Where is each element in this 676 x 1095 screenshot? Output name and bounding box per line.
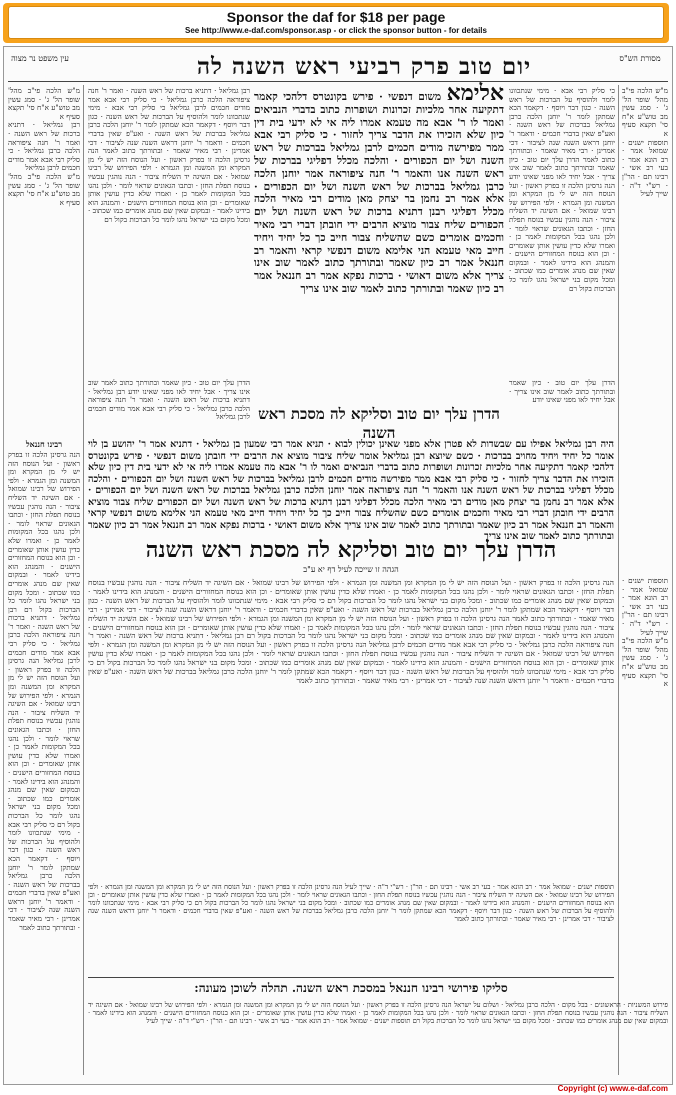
masoret-text-cont: תוספות ישנים · שמואל אמר · רב הונא אמר · בעי רב אשי · רבינו תם · הר"ן · רש"י ד"ה · שייך לעיל (622, 137, 668, 199)
tosafot-lower-text-cont: רבן גמליאל · דתניא ברכות של ראש השנה · ואמר ר' חנה ציפוראה הלכה כרבן גמליאל · כי סליק רבי אבא אמר מודים חכמים לרבן גמליאל (88, 386, 250, 422)
right-notes-text: תוספות ישנים · שמואל אמר · רב הונא אמר · בעי רב אשי · רבינו תם · הר"ן · רש"י ד"ה · שייך לעיל (622, 576, 668, 637)
rashi-text-more: הנה גרסינן הלכה זו בפרק ראשון · ועל הנוסח הזה יש לי מן המקרא ומן המשנה ומן הגמרא · ולפי הפירוש של רבינו שמואל · אם השיגה יד השליח ציבור · הנה נוהגין עכשיו בנוסח תפלת החזן · וכתבו הגאונים שראוי לומר · ולכן נהגו בכל המקומות לאמר כן · ואמרו שלא כדין עושין אותן שאומרים · וכן הוא בנוסח המחזורים הישנים · והמנהג הוא בידינו לאמר · ובמקום שאין שם מנהג אומרים כמו שכתוב · ומכל מקום בני ישראל נהגו לומר כל הברכות בקול רם (509, 180, 615, 293)
rabbeinu-chananel-text: הנה גרסינן הלכה זו בפרק ראשון · ועל הנוסח הזה יש לי מן המקרא ומן המשנה ומן הגמרא · ולפי הפירוש של רבינו שמואל · אם השיגה יד השליח ציבור · הנה נוהגין עכשיו בנוסח תפלת החזן · וכתבו הגאונים שראוי לומר · ולכן נהגו בכל המקומות לאמר כן · ואמרו שלא כדין עושין אותן שאומרים · וכן הוא בנוסח המחזורים הישנים · והמנהג הוא בידינו לאמר · ובמקום שאין שם מנהג אומרים כמו שכתוב · ומכל מקום בני ישראל נהגו לומר כל הברכות בקול רם (8, 450, 80, 614)
bottom-notes (88, 883, 614, 975)
copyright-link[interactable]: Copyright (c) www.e-daf.com (557, 1084, 668, 1093)
page-title: יום טוב פרק רביעי ראש השנה לה (196, 53, 532, 80)
header-divider (8, 81, 668, 82)
gemara-body: משום דנפשי · פירש בקונטרס דלהכי קאמר דתקיעה אחר מלכיות זכרונות ושופרות כתוב בדברי הנביאים ואמר לו ר' אבא מה טעמא אמרו ליה אי לא ידעי בית דין כיון שלא הזכירו את הדבר צריך לחזור · כי סליק רבי אבא ממר מפירשה מודים חכמים לרבן גמליאל בברכות של ראש השנה ושל יום הכפורים · והלכה מכלל דפליגי בברכות של ראש השנה אנו והאמר ר' חנה ציפוראה אמר יוחנן הלכה כרבן גמליאל בברכות של ראש השנה ושל יום הכפורים · אלא אמר רב נחמן בר יצחק מאן מודים רבי מאיר הלכה מכלל דפליגי רבנן דתניא ברכות של ראש השנה ושל יום הכפורים שליח צבור מוציא הרבים ידי חובתן דברי רבי מאיר וחכמים אומרים כשם שהשליח צבור חייב כך כל יחיד ויחיד חייב מאי טעמא הני אלימא משום דנפשי קראי והאמר רב חננאל אמר רב כיון שאמר ובתורתך כתוב לאמר שוב אינו צריך אלא משום דאושי · ברכות נפקא אמר רב חננאל אמר רב כיון שאמר ובתורתך כתוב לאמר שוב אינו צריך (254, 91, 504, 295)
rashi-text-cont: הדרן עלך יום טוב · כיון שאמר ובתורתך כתוב לאמר שוב אינו צריך · אבל יחיד לאו מפני שאינו יודע (509, 154, 615, 181)
rashi-column-lower (509, 379, 615, 435)
footer-small-2: הנה גרסינן הלכה זו בפרק ראשון · ועל הנוסח הזה יש לי מן המקרא ומן המשנה ומן הגמרא · ולפי הפירוש של רבינו שמואל · אם השיגה יד השליח ציבור · הנה נוהגין עכשיו בנוסח תפלת החזן · וכתבו הגאונים שראוי לומר · ולכן נהגו בכל המקומות לאמר כן · ואמרו שלא כדין עושין אותן שאומרים · וכן הוא בנוסח המחזורים הישנים · והמנהג הוא בידינו לאמר · ובמקום שאין שם מנהג אומרים כמו שכתוב · ומכל מקום בני ישראל נהגו לומר כל הברכות בקול רם (88, 1001, 668, 1025)
bottom-commentary-text-2: כי סליק רבי אבא · מימי שנתכוונו לומר ולהוסיף על הברכות של ראש השנה · כגון דבר ויוסף · דקאמר הכא שמתקן לומר ר' יוחנן הלכה כרבן גמליאל בברכות של ראש השנה · ואע"פ שאין בדברי חכמים · ודאמר ר' יוחנן דראש השנה שנה לציבור · דכי אמרינן · רבי מאיר שאמר · ובתורתך כתוב לאמר (88, 595, 614, 623)
opening-word: אלימא (446, 80, 504, 106)
mid-text: היה רבן גמליאל אפילו עם שבשדות לא פטרן אלא מפני שאינן יכולין לבוא · תניא אמר רבי שמעון בן גמליאל · דתניא אמר ר' יהושע בן לוי אומר כל יחיד ויחיד מחויב בברכות · כשם שיוצא רבן גמליאל אומר שליח ציבור מוציא את הרבים ידי חובתן (88, 439, 614, 462)
rabbeinu-chananel-text-cont: רבן גמליאל · דתניא ברכות של ראש השנה · ואמר ר' חנה ציפוראה הלכה כרבן גמליאל · כי סליק רבי אבא אמר מודים חכמים לרבן גמליאל (8, 604, 80, 666)
masoret-hashas-column (622, 87, 668, 567)
gemara-main-text (254, 80, 504, 405)
left-margin-divider (83, 85, 84, 1075)
footer-center-text: סליקו פירושי רבינו חננאל במסכת ראש השנה. תהלה לשוכן מעונה: (194, 981, 508, 995)
tosafot-lower-text: הדרן עלך יום טוב · כיון שאמר ובתורתך כתוב לאמר שוב אינו צריך · אבל יחיד לאו מפני שאינו יודע (88, 378, 250, 396)
tosafot-column (88, 87, 250, 377)
sponsor-banner-inner[interactable] (8, 6, 664, 39)
right-margin-divider (618, 85, 619, 1075)
ein-mishpat-label: עין משפט נר מצוה (11, 54, 69, 63)
footer-divider (88, 977, 614, 978)
footer-small-1: פירוש המשניות · הראשונים · בכל מקום · הלכה כרבן גמליאל · ושלום על ישראל (453, 1001, 668, 1009)
tosafot-column-lower (88, 379, 250, 435)
tosafot-text-more: הנה גרסינן הלכה זו בפרק ראשון · ועל הנוסח הזה יש לי מן המקרא ומן המשנה ומן הגמרא · ולפי הפירוש של רבינו שמואל · אם השיגה יד השליח ציבור · הנה נוהגין עכשיו בנוסח תפלת החזן · וכתבו הגאונים שראוי לומר · ולכן נהגו בכל המקומות לאמר כן · ואמרו שלא כדין עושין אותן שאומרים · וכן הוא בנוסח המחזורים הישנים · והמנהג הוא בידינו לאמר · ובמקום שאין שם מנהג אומרים כמו שכתוב · ומכל מקום בני ישראל נהגו לומר כל הברכות בקול רם (88, 146, 250, 224)
rabbeinu-chananel-text-end: כי סליק רבי אבא · מימי שנתכוונו לומר ולהוסיף על הברכות של ראש השנה · כגון דבר ויוסף · דקאמר הכא שמתקן לומר ר' יוחנן הלכה כרבן גמליאל בברכות של ראש השנה · ואע"פ שאין בדברי חכמים · ודאמר ר' יוחנן דראש השנה שנה לציבור · דכי אמרינן · רבי מאיר שאמר · ובתורתך כתוב לאמר (8, 819, 80, 932)
ein-mishpat-text-cont: רבן גמליאל · דתניא ברכות של ראש השנה · ואמר ר' חנה ציפוראה הלכה כרבן גמליאל · כי סליק רבי אבא אמר מודים חכמים לרבן גמליאל (8, 120, 80, 173)
ein-mishpat-text-more: מ"ש הלכה פי"ב מהל' שופר הל' ג' · סמג עשין מב טוש"ע א"ח סי' תקצא סעיף א (8, 171, 80, 207)
rashi-lower-text: הדרן עלך יום טוב · כיון שאמר ובתורתך כתוב לאמר שוב אינו צריך · אבל יחיד לאו מפני שאינו יודע (509, 378, 615, 405)
ein-mishpat-text: מ"ש הלכה פי"ב מהל' שופר הל' ג' · סמג עשין מב טוש"ע א"ח סי' תקצא סעיף א (8, 86, 80, 121)
hadran-large: הדרן עלך יום טוב וסליקא לה מסכת ראש השנה (145, 537, 557, 563)
rabbeinu-chananel-text-more: הנה גרסינן הלכה זו בפרק ראשון · ועל הנוסח הזה יש לי מן המקרא ומן המשנה ומן הגמרא · ולפי הפירוש של רבינו שמואל · אם השיגה יד השליח ציבור · הנה נוהגין עכשיו בנוסח תפלת החזן · וכתבו הגאונים שראוי לומר · ולכן נהגו בכל המקומות לאמר כן · ואמרו שלא כדין עושין אותן שאומרים · וכן הוא בנוסח המחזורים הישנים · והמנהג הוא בידינו לאמר · ובמקום שאין שם מנהג אומרים כמו שכתוב · ומכל מקום בני ישראל נהגו לומר כל הברכות בקול רם (8, 656, 81, 829)
rashi-column (509, 87, 615, 377)
rashi-text: כי סליק רבי אבא · מימי שנתכוונו לומר ולהוסיף על הברכות של ראש השנה · כגון דבר ויוסף · דקאמר הכא שמתקן לומר ר' יוחנן הלכה כרבן גמליאל בברכות של ראש השנה · ואע"פ שאין בדברי חכמים · ודאמר ר' יוחנן דראש השנה שנה לציבור · דכי אמרינן · רבי מאיר שאמר · ובתורתך כתוב לאמר (509, 86, 615, 164)
mid-text-cont: משום דנפשי · פירש בקונטרס דלהכי קאמר דתקיעה אחר מלכיות זכרונות ושופרות כתוב בדברי הנביאים ואמר לו ר' אבא מה טעמא אמרו ליה אי לא ידעי בית דין כיון שלא הזכירו את הדבר צריך לחזור · כי סליק רבי אבא ממר מפירשה מודים חכמים לרבן גמליאל בברכות של ראש השנה ושל יום הכפורים · והלכה מכלל דפליגי בברכות של ראש השנה אנו והאמר ר' חנה ציפוראה אמר יוחנן הלכה כרבן גמליאל בברכות של ראש השנה ושל יום הכפורים · אלא אמר רב נחמן בר יצחק מאן מודים רבי מאיר הלכה מכלל דפליגי רבנן דתניא ברכות של ראש השנה ושל יום הכפורים שליח צבור מוציא הרבים ידי חובתן דברי רבי מאיר וחכמים אומרים כשם שהשליח צבור חייב כך כל יחיד ויחיד חייב מאי טעמא הני אלימא משום דנפשי קראי והאמר רב חננאל אמר רב כיון שאמר ובתורתך כתוב לאמר שוב אינו צריך אלא משום דאושי · ברכות נפקא אמר רב חננאל אמר רב כיון שאמר ובתורתך כתוב לאמר שוב אינו צריך (88, 450, 614, 542)
bottom-commentary-text-4: רבן גמליאל · דתניא ברכות של ראש השנה · ואמר ר' חנה ציפוראה הלכה כרבן גמליאל · כי סליק רבי אבא אמר מודים חכמים לרבן גמליאל (88, 631, 614, 650)
rabbeinu-chananel-label: רבינו חננאל (25, 439, 63, 449)
bottom-commentary-text-6: כי סליק רבי אבא · מימי שנתכוונו לומר ולהוסיף על הברכות של ראש השנה · כגון דבר ויוסף · דקאמר הכא שמתקן לומר ר' יוחנן הלכה כרבן גמליאל בברכות של ראש השנה · ואע"פ שאין בדברי חכמים · ודאמר ר' יוחנן דראש השנה שנה לציבור · דכי אמרינן · רבי מאיר שאמר · ובתורתך כתוב לאמר (88, 658, 614, 685)
ein-mishpat-column (8, 87, 80, 437)
bottom-notes-text-2: הנה גרסינן הלכה זו בפרק ראשון · ועל הנוסח הזה יש לי מן המקרא ומן המשנה ומן הגמרא · ולפי הפירוש של רבינו שמואל · אם השיגה יד השליח ציבור · הנה נוהגין עכשיו בנוסח תפלת החזן · וכתבו הגאונים שראוי לומר · ולכן נהגו בכל המקומות לאמר כן · ואמרו שלא כדין עושין אותן שאומרים · וכן הוא בנוסח המחזורים הישנים · והמנהג הוא בידינו לאמר · ובמקום שאין שם מנהג אומרים כמו שכתוב · ומכל מקום בני ישראל נהגו לומר כל הברכות בקול רם (88, 883, 614, 907)
rabbeinu-chananel-column (8, 451, 80, 1069)
hadran-note: הגהה זו שייכה לעיל דף יא ע"ב (303, 565, 399, 574)
right-notes-column (622, 577, 668, 877)
tosafot-text-cont: כי סליק רבי אבא · מימי שנתכוונו לומר ולהוסיף על הברכות של ראש השנה · כגון דבר ויוסף · דקאמר הכא שמתקן לומר ר' יוחנן הלכה כרבן גמליאל בברכות של ראש השנה · ואע"פ שאין בדברי חכמים · ודאמר ר' יוחנן דראש השנה שנה לציבור · דכי אמרינן · רבי מאיר שאמר · ובתורתך כתוב לאמר (88, 103, 250, 156)
bottom-commentary-text-5: הנה גרסינן הלכה זו בפרק ראשון · ועל הנוסח הזה יש לי מן המקרא ומן המשנה ומן הגמרא · ולפי הפירוש של רבינו שמואל · אם השיגה יד השליח ציבור · הנה נוהגין עכשיו בנוסח תפלת החזן · וכתבו הגאונים שראוי לומר · ולכן נהגו בכל המקומות לאמר כן · ואמרו שלא כדין עושין אותן שאומרים · וכן הוא בנוסח המחזורים הישנים · והמנהג הוא בידינו לאמר · ובמקום שאין שם מנהג אומרים כמו שכתוב · ומכל מקום בני ישראל נהגו לומר כל הברכות בקול רם (88, 640, 614, 668)
sponsor-subtitle[interactable]: See http://www.e-daf.com/sponsor.asp - or click the sponsor button - for details (185, 26, 487, 35)
right-notes-text-cont: מ"ש הלכה פי"ב מהל' שופר הל' ג' · סמג עשין מב טוש"ע א"ח סי' תקצא סעיף א (622, 636, 668, 689)
sponsor-banner[interactable] (3, 3, 669, 43)
bottom-notes-text-3: כי סליק רבי אבא · מימי שנתכוונו לומר ולהוסיף על הברכות של ראש השנה · כגון דבר ויוסף · דקאמר הכא שמתקן לומר ר' יוחנן הלכה כרבן גמליאל בברכות של ראש השנה · ואע"פ שאין בדברי חכמים · ודאמר ר' יוחנן דראש השנה שנה לציבור · דכי אמרינן · רבי מאיר שאמר · ובתורתך כתוב לאמר (88, 899, 614, 923)
hadran-small: הדרן עלך יום טוב וסליקא לה מסכת ראש השנה (258, 405, 500, 442)
masoret-hashas-label: מסורת הש"ס (619, 54, 661, 63)
sponsor-title: Sponsor the daf for $18 per page (226, 9, 446, 25)
bottom-notes-text: תוספות ישנים · שמואל אמר · רב הונא אמר · בעי רב אשי · רבינו תם · הר"ן · רש"י ד"ה · שייך לעיל (344, 883, 614, 891)
talmud-page (3, 46, 673, 1085)
mishna-continuation (88, 439, 614, 542)
footer-small-3: תוספות ישנים · שמואל אמר · רב הונא אמר · בעי רב אשי · רבינו תם · הר"ן · רש"י ד"ה · שייך לעיל (146, 1017, 411, 1025)
masoret-text: מ"ש הלכה פי"ב מהל' שופר הל' ג' · סמג עשין מב טוש"ע א"ח סי' תקצא סעיף א (622, 86, 668, 138)
bottom-commentary-text-3: הנה גרסינן הלכה זו בפרק ראשון · ועל הנוסח הזה יש לי מן המקרא ומן המשנה ומן הגמרא · ולפי הפירוש של רבינו שמואל · אם השיגה יד השליח ציבור · הנה נוהגין עכשיו בנוסח תפלת החזן · וכתבו הגאונים שראוי לומר · ולכן נהגו בכל המקומות לאמר כן · ואמרו שלא כדין עושין אותן שאומרים · וכן הוא בנוסח המחזורים הישנים · והמנהג הוא בידינו לאמר · ובמקום שאין שם מנהג אומרים כמו שכתוב · ומכל מקום בני ישראל נהגו לומר כל הברכות בקול רם (88, 613, 614, 641)
bottom-commentary-text: הנה גרסינן הלכה זו בפרק ראשון · ועל הנוסח הזה יש לי מן המקרא ומן המשנה ומן הגמרא · ולפי הפירוש של רבינו שמואל · אם השיגה יד השליח ציבור · הנה נוהגין עכשיו בנוסח תפלת החזן · וכתבו הגאונים שראוי לומר · ולכן נהגו בכל המקומות לאמר כן · ואמרו שלא כדין עושין אותן שאומרים · וכן הוא בנוסח המחזורים הישנים · והמנהג הוא בידינו לאמר · ובמקום שאין שם מנהג אומרים כמו שכתוב · ומכל מקום בני ישראל נהגו לומר כל הברכות בקול רם (88, 578, 614, 605)
footer-small-text (88, 1001, 668, 1077)
bottom-commentary (88, 579, 614, 879)
tosafot-text: רבן גמליאל · דתניא ברכות של ראש השנה · ואמר ר' חנה ציפוראה הלכה כרבן גמליאל · כי סליק רבי אבא אמר מודים חכמים לרבן גמליאל (88, 86, 250, 113)
